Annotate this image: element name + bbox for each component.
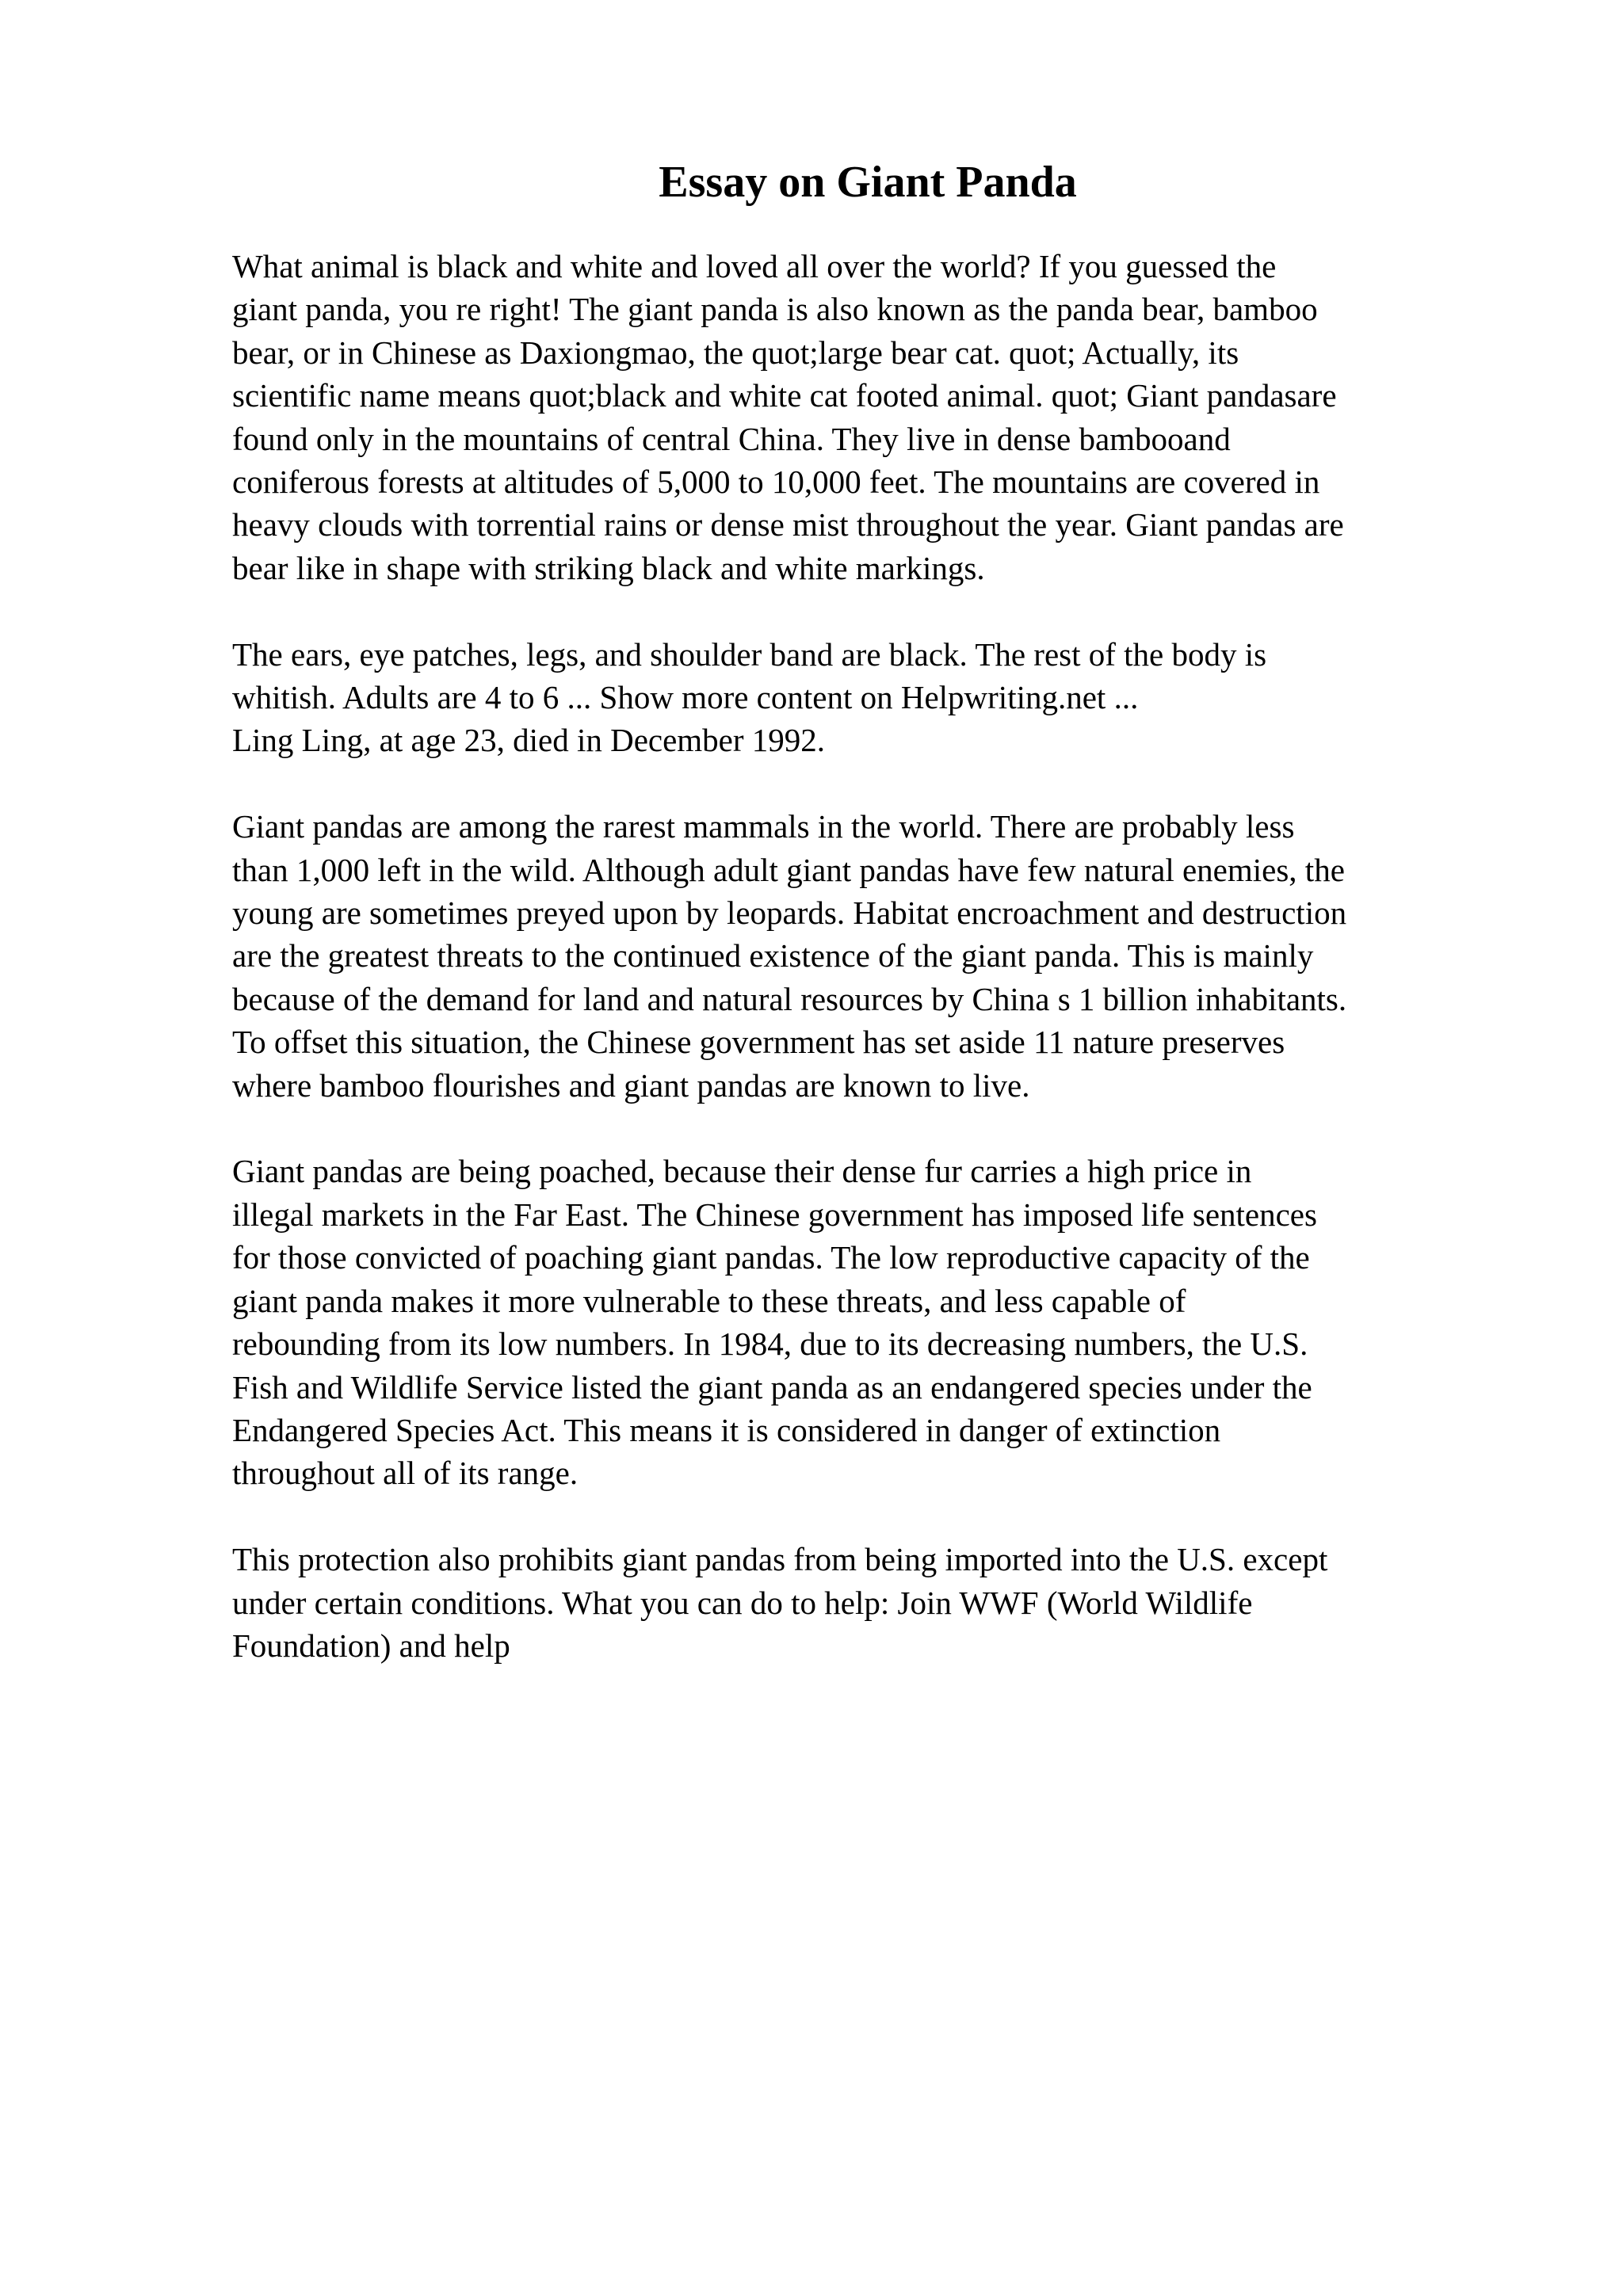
text-line: throughout all of its range. [232,1455,579,1492]
text-line: giant panda, you re right! The giant panda is also known as the panda bear, bamboo [232,291,1318,328]
text-line: Fish and Wildlife Service listed the giant panda as an endangered species under the [232,1368,1312,1405]
paragraph-4 [232,1150,1532,1494]
text-line: This protection also prohibits giant pandas from being imported into the U.S. except [232,1541,1328,1578]
text-line: heavy clouds with torrential rains or dense mist throughout the year. Giant pandas are [232,506,1344,543]
text-line: What animal is black and white and loved all over the world? If you guessed the [232,248,1277,284]
document-title: Essay on Giant Panda [659,158,1077,207]
text-line: illegal markets in the Far East. The Chinese government has imposed life sentences [232,1196,1317,1233]
text-line: coniferous forests at altitudes of 5,000 to 10,000 feet. The mountains are covered in [232,463,1320,501]
text-line: scientific name means quot;black and white cat footed animal. quot; Giant pandasare [232,377,1337,414]
text-line: young are sometimes preyed upon by leopards. Habitat encroachment and destruction [232,894,1347,932]
text-line: Giant pandas are being poached, because their dense fur carries a high price in [232,1153,1252,1190]
text-line: Ling Ling, at age 23, died in December 1992. [232,722,826,759]
text-line: Giant pandas are among the rarest mammals in the world. There are probably less [232,808,1295,845]
text-line: Endangered Species Act. This means it is considered in danger of extinction [232,1411,1221,1448]
text-line: bear like in shape with striking black and white markings. [232,549,985,586]
paragraph-1 [232,245,1532,589]
paragraph-3 [232,805,1532,1107]
paragraph-2 [232,633,1532,762]
text-line: found only in the mountains of central China. They live in dense bambooand [232,420,1231,457]
text-line: under certain conditions. What you can do to help: Join WWF (World Wildlife [232,1584,1253,1621]
text-line: giant panda makes it more vulnerable to these threats, and less capable of [232,1282,1186,1319]
text-line: rebounding from its low numbers. In 1984, due to its decreasing numbers, the U.S. [232,1325,1308,1363]
paragraph-5 [232,1538,1532,1667]
text-line: than 1,000 left in the wild. Although adult giant pandas have few natural enemies, the [232,851,1345,888]
text-line: To offset this situation, the Chinese government has set aside 11 nature preserves [232,1024,1285,1061]
text-line: whitish. Adults are 4 to 6 ... Show more content on Helpwriting.net ... [232,679,1139,716]
text-line: The ears, eye patches, legs, and shoulder band are black. The rest of the body is [232,635,1267,673]
text-line: Foundation) and help [232,1627,510,1664]
text-line: for those convicted of poaching giant pandas. The low reproductive capacity of the [232,1239,1310,1276]
document-body [232,245,1532,1711]
text-line: because of the demand for land and natural resources by China s 1 billion inhabitants. [232,980,1347,1017]
text-line: where bamboo flourishes and giant pandas are known to live. [232,1066,1030,1104]
text-line: are the greatest threats to the continued existence of the giant panda. This is mainly [232,937,1314,974]
text-line: bear, or in Chinese as Daxiongmao, the quot;large bear cat. quot; Actually, its [232,334,1239,371]
